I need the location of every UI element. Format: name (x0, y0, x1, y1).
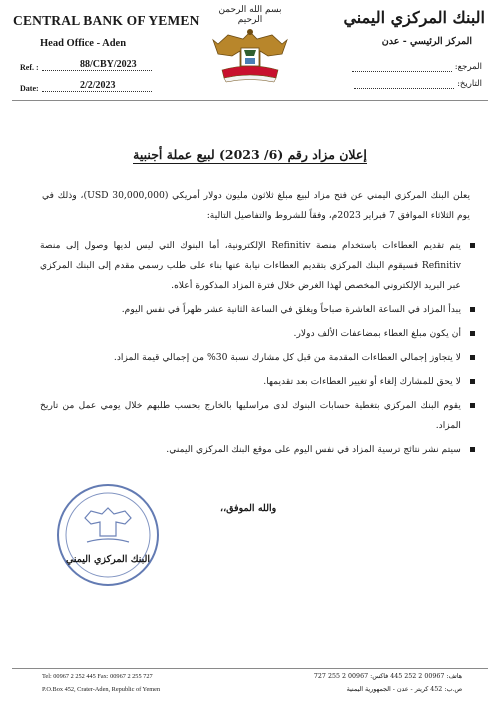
official-seal-icon (53, 480, 163, 590)
list-item: أن يكون مبلغ العطاء بمضاعفات الألف دولار. (40, 324, 475, 344)
stamp-text: البنك المركزي اليمني (65, 554, 151, 565)
date-label: Date: (20, 84, 39, 93)
header-divider (12, 100, 488, 101)
ref-value: 88/CBY/2023 (80, 59, 137, 70)
footer-ar-phone: هاتف: 00967 2 252 445 فاكس: 00967 2 255 727 (313, 673, 462, 680)
intro-paragraph: يعلن البنك المركزي اليمني عن فتح مزاد لبيع مبلغ ثلاثون مليون دولار أمريكي (30,000,000 USD)، وذلك في يوم الثلاثاء الموافق 7 فبراير 2023م، وفقاً للشروط والتفاصيل التالية: (42, 190, 471, 221)
list-item: لا يتجاوز إجمالي العطاءات المقدمة من قبل كل مشارك نسبة 30% من إجمالي قيمة المزاد. (40, 348, 475, 368)
document-title: إعلان مزاد رقم (6/ 2023) لبيع عملة أجنبية (133, 147, 367, 162)
ar-date-row (354, 79, 482, 89)
footer-ar-address: ص.ب: 452 كريتر - عدن - الجمهورية اليمنية (346, 686, 462, 693)
list-item: لا يحق للمشارك إلغاء أو تغيير العطاءات بعد تقديمها. (40, 372, 475, 392)
yemen-eagle-emblem-icon (210, 26, 290, 88)
list-item: سيتم نشر نتائج ترسية المزاد في نفس اليوم على موقع البنك المركزي اليمني. (40, 440, 475, 460)
ar-bank-name: البنك المركزي اليمني (343, 8, 485, 27)
footer-en-address: P.O.Box 452, Crater-Aden, Republic of Yemen (42, 686, 161, 693)
ar-date-label: التاريخ: (457, 79, 482, 89)
footer-en-phone: Tel: 00967 2 252 445 Fax: 00967 2 255 727 (42, 673, 153, 680)
ar-head-office: المركز الرئيسي - عدن (381, 36, 472, 47)
list-item: يتم تقديم العطاءات باستخدام منصة Refinitiv الإلكترونية، أما البنوك التي ليس لديها وصول إلى منصة Refinitiv فسيقوم البنك المركزي بتقديم العطاءات نيابة عنها بناء على طلب رسمي مقدم إلى البنك المركزي عبر البريد الإلكتروني المخصص لهذا الغرض خلال فترة المزاد المذكورة أعلاه. (40, 236, 475, 296)
footer-divider (12, 668, 488, 669)
date-value: 2/2/2023 (80, 80, 116, 91)
date-row (20, 80, 116, 93)
closing-phrase: والله الموفق،، (220, 503, 277, 514)
ref-row (20, 59, 137, 72)
ar-ref-row (352, 62, 482, 72)
ref-label: Ref. : (20, 63, 39, 72)
list-item: يقوم البنك المركزي بتغطية حسابات البنوك لدى مراسليها بالخارج بحسب طلبهم خلال يومي عمل من تاريخ المزاد. (40, 396, 475, 436)
terms-list (40, 236, 475, 464)
en-bank-name: CENTRAL BANK OF YEMEN (13, 13, 200, 28)
en-head-office: Head Office - Aden (40, 38, 127, 49)
basmala: بسم الله الرحمن الرحيم (218, 5, 282, 25)
list-item: يبدأ المزاد في الساعة العاشرة صباحاً ويغلق في الساعة الثانية عشر ظهراً في نفس اليوم. (40, 300, 475, 320)
ar-ref-label: المرجع: (454, 62, 482, 72)
